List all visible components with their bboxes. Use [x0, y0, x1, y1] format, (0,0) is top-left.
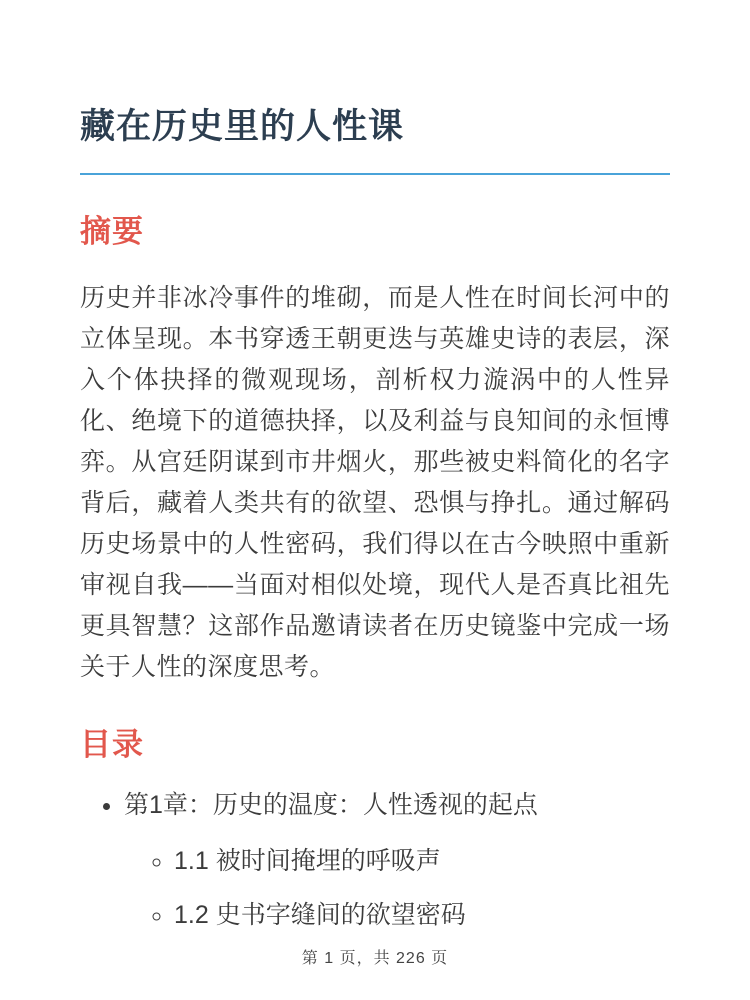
abstract-heading: 摘要 — [80, 213, 144, 249]
toc-list — [80, 789, 670, 932]
page-title: 藏在历史里的人性课 — [80, 105, 670, 175]
abstract-paragraph: 历史并非冰冷事件的堆砌，而是人性在时间长河中的立体呈现。本书穿透王朝更迭与英雄史诗的表层，深入个体抉择的微观现场，剖析权力漩涡中的人性异化、绝境下的道德抉择，以及利益与良知间的永恒博弈。从宫廷阴谋到市井烟火，那些被史料简化的名字背后，藏着人类共有的欲望、恐惧与挣扎。通过解码历史场景中的人性密码，我们得以在古今映照中重新审视自我——当面对相似处境，现代人是否真比祖先更具智慧？这部作品邀请读者在历史镜鉴中完成一场关于人性的深度思考。 — [80, 283, 670, 681]
toc-section-label: 1.2 史书字缝间的欲望密码 — [174, 900, 466, 929]
toc-heading: 目录 — [80, 726, 144, 762]
toc-chapter-item — [124, 789, 670, 932]
toc-sublist — [124, 845, 670, 933]
toc-section-label: 1.1 被时间掩埋的呼吸声 — [174, 846, 441, 875]
toc-section-item — [174, 899, 670, 933]
page-number-footer: 第 1 页，共 226 页 — [301, 950, 449, 967]
toc-chapter-label: 第1章：历史的温度：人性透视的起点 — [124, 791, 538, 820]
toc-section-item — [174, 845, 670, 879]
